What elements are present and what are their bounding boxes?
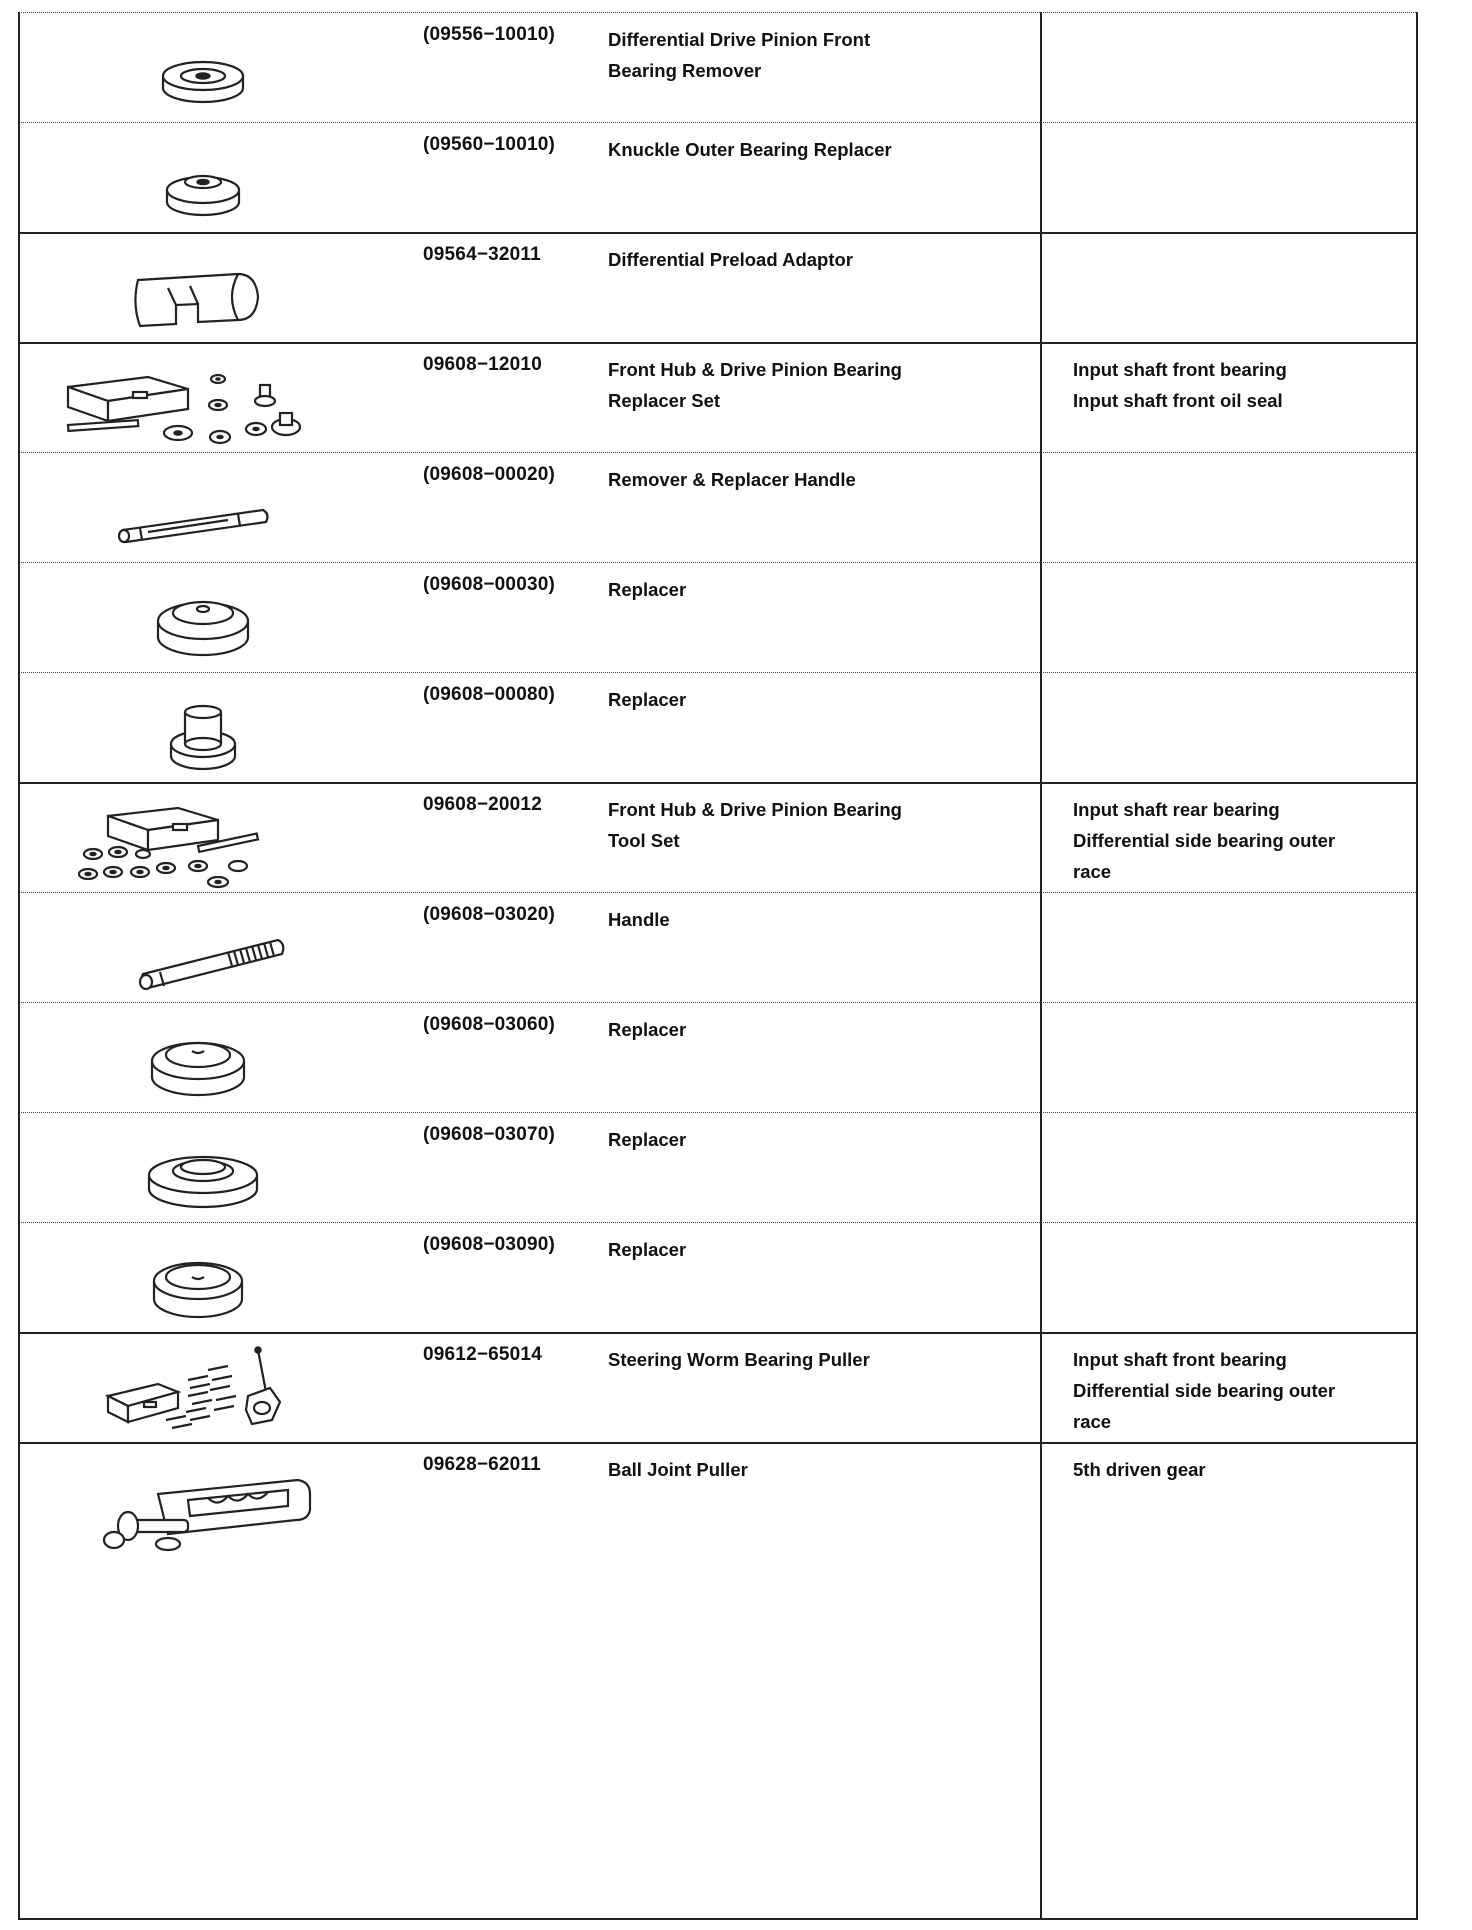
tool-name: Steering Worm Bearing Puller bbox=[608, 1349, 870, 1370]
tool-name: Replacer bbox=[608, 579, 687, 600]
table-right-border bbox=[1416, 12, 1418, 1920]
row-divider bbox=[18, 1332, 1418, 1334]
table-row bbox=[18, 122, 1418, 232]
part-number: 09608−12010 bbox=[423, 354, 542, 375]
table-row bbox=[18, 1112, 1418, 1222]
table-row bbox=[18, 12, 1418, 122]
tool-name: Replacer bbox=[608, 1019, 687, 1040]
row-divider bbox=[18, 1442, 1418, 1444]
part-number: 09608−20012 bbox=[423, 794, 542, 815]
tool-name: Front Hub & Drive Pinion Bearing Tool Set bbox=[608, 799, 902, 851]
part-number: (09608−00020) bbox=[423, 464, 556, 485]
table-row bbox=[18, 782, 1418, 892]
part-number: (09608−03020) bbox=[423, 904, 556, 925]
row-divider bbox=[18, 1002, 1418, 1003]
replacer-set-case-icon bbox=[48, 357, 378, 447]
part-number: 09564−32011 bbox=[423, 244, 541, 265]
table-row bbox=[18, 342, 1418, 452]
replacer-disc-icon bbox=[48, 577, 378, 667]
row-divider bbox=[18, 562, 1418, 563]
replacer-stepped-icon bbox=[48, 684, 378, 779]
row-divider bbox=[18, 122, 1418, 123]
row-divider bbox=[18, 342, 1418, 344]
tool-name: Replacer bbox=[608, 1129, 687, 1150]
tool-name: Remover & Replacer Handle bbox=[608, 469, 856, 490]
part-number: (09608−03070) bbox=[423, 1124, 556, 1145]
application-note: 5th driven gear bbox=[1073, 1459, 1206, 1480]
bearing-replacer-icon bbox=[48, 142, 378, 222]
row-divider bbox=[18, 1112, 1418, 1113]
application-note: Input shaft front bearing Input shaft front oil seal bbox=[1073, 359, 1287, 411]
replacer-disc-icon bbox=[48, 1017, 378, 1107]
table-row bbox=[18, 562, 1418, 672]
application-note: Input shaft front bearing Differential side bearing outer race bbox=[1073, 1349, 1336, 1432]
part-number: 09628−62011 bbox=[423, 1454, 541, 1475]
part-number: (09560−10010) bbox=[423, 134, 556, 155]
replacer-disc-icon bbox=[48, 1237, 378, 1327]
table-left-border bbox=[18, 12, 20, 1920]
tool-name: Differential Preload Adaptor bbox=[608, 249, 853, 270]
tool-name: Front Hub & Drive Pinion Bearing Replacer Set bbox=[608, 359, 902, 411]
row-divider bbox=[18, 892, 1418, 893]
part-number: (09556−10010) bbox=[423, 24, 556, 45]
table-bottom-border bbox=[18, 1918, 1418, 1920]
tool-name: Knuckle Outer Bearing Replacer bbox=[608, 139, 892, 160]
table-row bbox=[18, 452, 1418, 562]
row-divider bbox=[18, 1222, 1418, 1223]
table-row bbox=[18, 1002, 1418, 1112]
tool-name: Handle bbox=[608, 909, 670, 930]
part-number: (09608−03090) bbox=[423, 1234, 556, 1255]
part-number: 09612−65014 bbox=[423, 1344, 542, 1365]
row-divider bbox=[18, 452, 1418, 453]
part-number: (09608−03060) bbox=[423, 1014, 556, 1035]
tool-name: Replacer bbox=[608, 1239, 687, 1260]
bearing-remover-icon bbox=[48, 32, 378, 112]
tool-name: Ball Joint Puller bbox=[608, 1459, 748, 1480]
tool-name: Replacer bbox=[608, 689, 687, 710]
application-note: Input shaft rear bearing Differential side bearing outer race bbox=[1073, 799, 1336, 882]
row-divider bbox=[18, 672, 1418, 673]
table-row bbox=[18, 232, 1418, 342]
handle-icon bbox=[48, 472, 378, 552]
part-number: (09608−00030) bbox=[423, 574, 556, 595]
replacer-ring-icon bbox=[48, 1127, 378, 1217]
table-row bbox=[18, 672, 1418, 782]
row-divider bbox=[18, 232, 1418, 234]
knurled-handle-icon bbox=[48, 912, 378, 992]
tool-name: Differential Drive Pinion Front Bearing Remover bbox=[608, 29, 871, 81]
part-number: (09608−00080) bbox=[423, 684, 556, 705]
ball-joint-puller-icon bbox=[48, 1454, 378, 1554]
tool-set-case-icon bbox=[48, 794, 378, 889]
table-column-divider bbox=[1040, 12, 1042, 1920]
table-row bbox=[18, 892, 1418, 1002]
worm-bearing-puller-icon bbox=[48, 1340, 378, 1440]
table-row bbox=[18, 1222, 1418, 1332]
row-divider bbox=[18, 782, 1418, 784]
preload-adaptor-icon bbox=[48, 252, 378, 332]
table-row bbox=[18, 1332, 1418, 1442]
table-row bbox=[18, 1442, 1418, 1918]
